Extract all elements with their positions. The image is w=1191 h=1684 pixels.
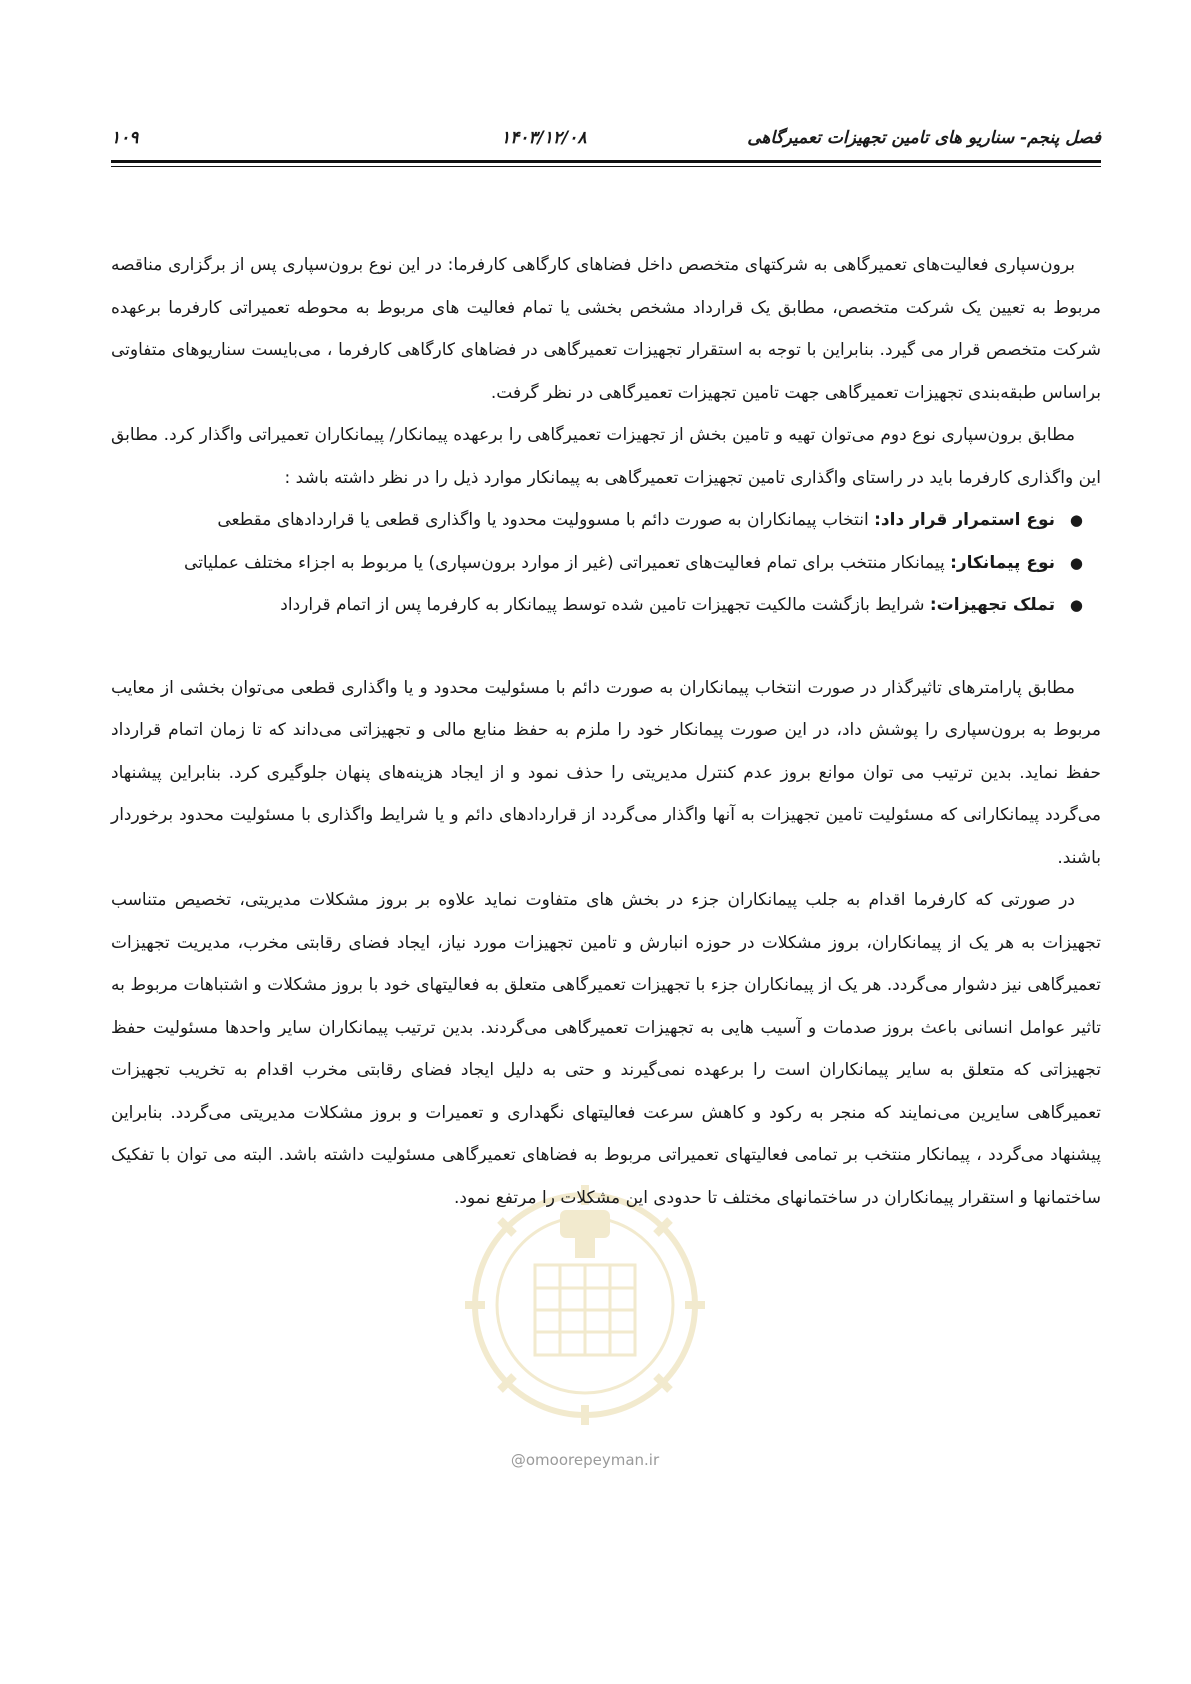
list-item-text: شرایط بازگشت مالکیت تجهیزات تامین شده توسط پیمانکار به کارفرما پس از اتمام قرارداد	[280, 595, 930, 615]
page-number: ۱۰۹	[111, 128, 139, 148]
list-item	[111, 542, 1101, 585]
section-spacer	[111, 627, 1101, 667]
paragraph-3: مطابق پارامترهای تاثیرگذار در صورت انتخاب پیمانکاران به صورت دائم با مسئولیت محدود و یا واگذاری قطعی می‌توان بخشی از معایب مربوط به برون‌سپاری را پوشش داد، در این صورت پیمانکار خود را ملزم به حفظ منابع مالی و تجهیزاتی می‌داند که تا زمان اتمام قرارداد حفظ نماید. بدین ترتیب می توان موانع بروز عدم کنترل مدیریتی را حذف نمود و از ایجاد هزینه‌های پنهان جلوگیری کرد. بنابراین پیشنهاد می‌گردد پیمانکارانی که مسئولیت تامین تجهیزات به آنها واگذار می‌گردد از قراردادهای دائم و یا شرایط واگذاری با مسئولیت محدود برخوردار باشند.	[111, 677, 1101, 868]
header-date: ۱۴۰۳/۱۲/۰۸	[501, 128, 587, 148]
list-item	[111, 584, 1101, 627]
paragraph-1: برون‌سپاری فعالیت‌های تعمیرگاهی به شرکتهای متخصص داخل فضاهای کارگاهی کارفرما: در این نوع برون‌سپاری پس از برگزاری مناقصه مربوط به تعیین یک شرکت متخصص، مطابق یک قرارداد مشخص بخشی یا تمام فعالیت های مربوط به محوطه تعمیراتی کارفرما برعهده شرکت متخصص قرار می گیرد. بنابراین با توجه به استقرار تجهیزات تعمیرگاهی در فضاهای کارگاهی کارفرما ، می‌بایست سناریوهای متفاوتی براساس طبقه‌بندی تجهیزات تعمیرگاهی جهت تامین تجهیزات تعمیرگاهی در نظر گرفت.	[111, 255, 1101, 403]
bullet-icon: ●	[1069, 511, 1083, 529]
list-item-text: پیمانکار منتخب برای تمام فعالیت‌های تعمیراتی (غیر از موارد برون‌سپاری) یا مربوط به اجزاء مختلف عملیاتی	[184, 552, 951, 573]
list-item-text: انتخاب پیمانکاران به صورت دائم با مسوولیت محدود یا واگذاری قطعی یا قراردادهای مقطعی	[217, 510, 875, 530]
requirements-list	[111, 499, 1101, 627]
list-item-term: تملک تجهیزات:	[929, 595, 1055, 615]
header-rule-thin	[111, 166, 1101, 167]
header-rule-thick	[111, 160, 1101, 163]
paragraph-4: در صورتی که کارفرما اقدام به جلب پیمانکاران جزء در بخش های متفاوت نماید علاوه بر بروز مشکلات مدیریتی، تخصیص متناسب تجهیزات به هر یک از پیمانکاران، بروز مشکلات در حوزه انبارش و تامین تجهیزات مورد نیاز، ایجاد فضای رقابتی مخرب، مدیریت تجهیزات تعمیرگاهی نیز دشوار می‌گردد. هر یک از پیمانکاران جزء با تجهیزات تعمیرگاهی متعلق به فعالیتهای خود با بروز مشکلات و اشتباهات مربوط به تاثیر عوامل انسانی باعث بروز صدمات و آسیب هایی به تجهیزات تعمیرگاهی می‌گردند. بدین ترتیب پیمانکاران سایر واحدها مسئولیت حفظ تجهیزاتی که متعلق به سایر پیمانکاران است را برعهده نمی‌گیرند و حتی به دلیل ایجاد فضای رقابتی مخرب اقدام به تخریب تجهیزات تعمیرگاهی سایرین می‌نمایند که منجر به رکود و کاهش سرعت فعالیتهای نگهداری و تعمیرات و بروز مشکلات مدیریتی می‌گردد. بنابراین پیشنهاد می‌گردد ، پیمانکار منتخب بر تمامی فعالیتهای تعمیراتی مربوط به فضاهای تعمیرگاهی مسئولیت داشته باشد. البته می توان با تفکیک ساختمانها و استقرار پیمانکاران در ساختمانهای مختلف تا حدودی این مشکلات را مرتفع نمود.	[111, 890, 1101, 1208]
chapter-title: فصل پنجم- سناریو های تامین تجهیزات تعمیرگاهی	[747, 128, 1101, 148]
page-header	[111, 128, 1101, 158]
list-item-term: نوع استمرار قرار داد:	[874, 510, 1055, 530]
list-item	[111, 499, 1101, 542]
bullet-icon: ●	[1069, 596, 1083, 614]
bullet-icon: ●	[1069, 553, 1083, 572]
list-item-term: نوع پیمانکار:	[950, 552, 1055, 573]
paragraph-2: مطابق برون‌سپاری نوع دوم می‌توان تهیه و تامین بخش از تجهیزات تعمیرگاهی را برعهده پیمانکار/ پیمانکاران تعمیراتی واگذار کرد. مطابق این واگذاری کارفرما باید در راستای واگذاری تامین تجهیزات تعمیرگاهی به پیمانکار موارد ذیل را در نظر داشته باشد :	[111, 425, 1101, 488]
watermark-url: @omoorepeyman.ir	[510, 1451, 660, 1469]
document-body	[111, 244, 1101, 1219]
